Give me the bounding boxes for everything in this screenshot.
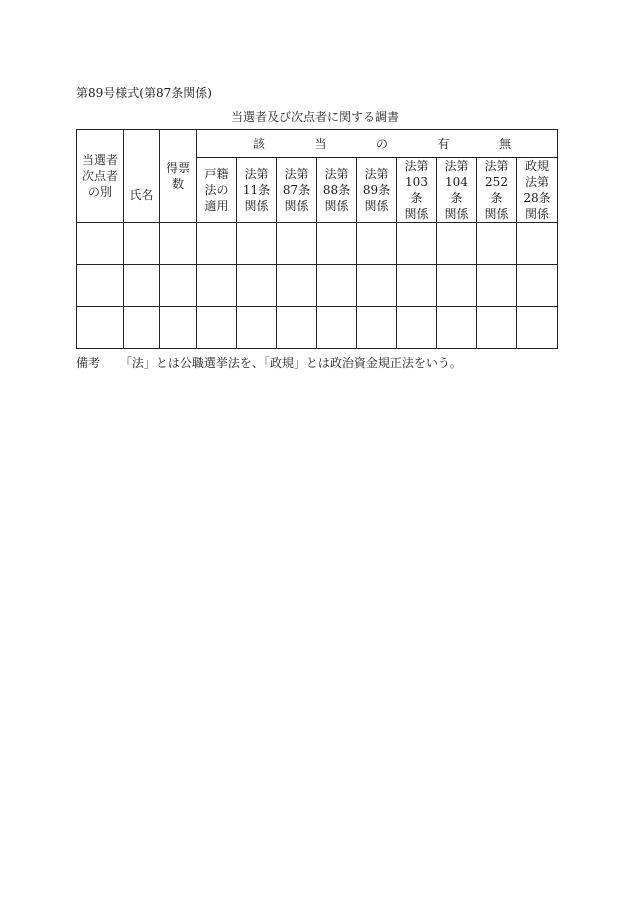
remarks-text: 「法」とは公職選挙法を、「政規」とは政治資金規正法をいう。 [119,356,462,370]
sub-header-line: 関係 [364,199,389,213]
header-classification [77,130,124,223]
sub-header-line: 法第 [244,167,269,181]
sub-header-line: 法第 [484,159,509,173]
sub-header-line: 関係 [324,199,349,213]
table-cell[interactable] [77,223,124,265]
header-classification-line: 当選者 [81,153,118,167]
sub-header-line: 関係 [525,207,550,221]
sub-header-line: 条 [490,191,503,205]
table-cell[interactable] [317,265,357,307]
header-votes-line: 数 [171,177,184,191]
table-cell[interactable] [357,223,397,265]
header-article-87 [277,158,317,223]
header-article-11 [237,158,277,223]
table-cell[interactable] [124,265,160,307]
sub-header-line: 関係 [484,207,509,221]
table-cell[interactable] [397,265,437,307]
header-classification-line: 次点者 [81,169,118,183]
sub-header-line: 104 [445,175,468,189]
header-name [124,130,160,223]
header-applicability [197,130,558,158]
report-table [76,129,558,349]
table-cell[interactable] [197,265,237,307]
header-votes-line: 得票 [165,161,190,175]
header-classification-line: の別 [87,185,112,199]
table-cell[interactable] [477,307,517,349]
sub-header-line: 関係 [404,207,429,221]
table-cell[interactable] [437,307,477,349]
table-cell[interactable] [197,307,237,349]
sub-header-line: 28条 [523,191,551,205]
remarks [76,354,462,371]
table-cell[interactable] [437,265,477,307]
sub-header-line: 87条 [282,183,311,197]
header-votes [160,130,197,223]
table-cell[interactable] [357,265,397,307]
table-cell[interactable] [517,307,558,349]
sub-header-line: 11条 [242,183,271,197]
table-cell[interactable] [357,307,397,349]
table-cell[interactable] [477,265,517,307]
table-cell[interactable] [477,223,517,265]
header-article-103 [397,158,437,223]
sub-header-line: 法第 [404,159,429,173]
table-cell[interactable] [124,223,160,265]
table-cell[interactable] [317,223,357,265]
table-cell[interactable] [397,223,437,265]
sub-header-line: 88条 [322,183,351,197]
table-cell[interactable] [517,265,558,307]
table-cell[interactable] [237,265,277,307]
header-applicability-char: の [376,136,389,151]
document-title: 当選者及び次点者に関する調書 [230,110,399,124]
sub-header-line: 89条 [362,183,391,197]
table-row [77,307,558,349]
header-article-89 [357,158,397,223]
table-row [77,223,558,265]
sub-header-line: 関係 [244,199,269,213]
sub-header-line: 条 [410,191,423,205]
sub-header-line: 関係 [444,207,469,221]
table-cell[interactable] [277,223,317,265]
sub-header-line: 関係 [284,199,309,213]
table-cell[interactable] [437,223,477,265]
table-cell[interactable] [77,265,124,307]
remarks-label: 備考 [76,356,101,370]
sub-header-line: 法第 [525,175,550,189]
header-article-252 [477,158,517,223]
table-cell[interactable] [237,223,277,265]
table-cell[interactable] [124,307,160,349]
header-article-88 [317,158,357,223]
table-cell[interactable] [160,265,197,307]
header-political-funds-article-28 [517,158,558,223]
form-number: 第89号様式(第87条関係) [76,86,212,100]
sub-header-line: 条 [450,191,463,205]
table-row [77,265,558,307]
sub-header-line: 戸籍 [204,167,229,181]
header-applicability-char: 当 [314,136,327,151]
header-applicability-char: 有 [437,136,450,151]
table-cell[interactable] [237,307,277,349]
sub-header-line: 法の [204,183,229,197]
sub-header-line: 252 [485,175,508,189]
table-cell[interactable] [160,223,197,265]
table-cell[interactable] [517,223,558,265]
header-applicability-char: 該 [253,136,266,151]
header-family-register [197,158,237,223]
sub-header-line: 政規 [525,159,550,173]
header-name-label: 氏名 [129,188,154,202]
header-article-104 [437,158,477,223]
table-cell[interactable] [317,307,357,349]
table-cell[interactable] [277,265,317,307]
table-body [77,223,558,349]
sub-header-line: 法第 [284,167,309,181]
table-cell[interactable] [160,307,197,349]
table-cell[interactable] [77,307,124,349]
table-cell[interactable] [197,223,237,265]
sub-header-line: 法第 [324,167,349,181]
sub-header-line: 法第 [444,159,469,173]
table-cell[interactable] [397,307,437,349]
sub-header-line: 適用 [204,199,229,213]
sub-header-line: 103 [405,175,428,189]
header-applicability-char: 無 [499,136,512,151]
table-cell[interactable] [277,307,317,349]
sub-header-line: 法第 [364,167,389,181]
